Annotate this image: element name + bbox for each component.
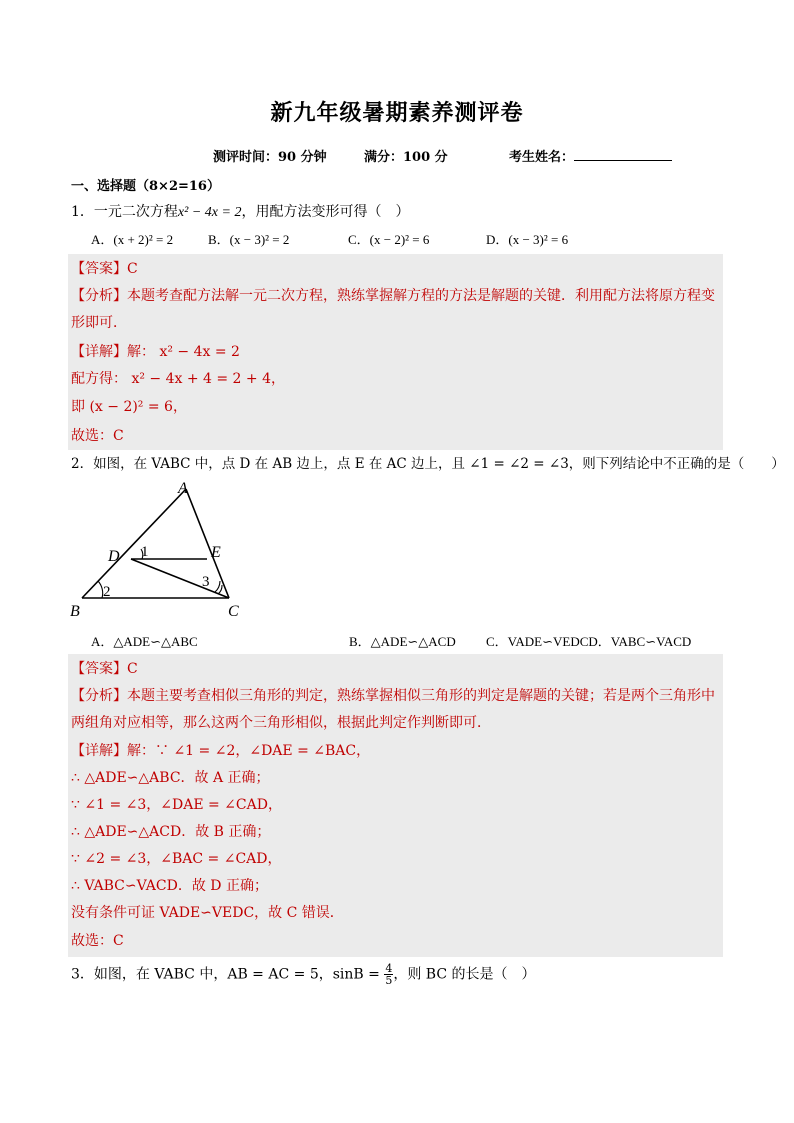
question-3-text-end: ，则 BC 的长是（ ） [393,966,536,983]
q2-option-a: A．△ADE∽△ABC [91,634,198,649]
q2-solution-box [68,654,723,957]
q1-option-c: C．(x − 2)² = 6 [348,232,430,247]
q1-detail-line-1: 【详解】解： x² − 4x = 2 [71,344,240,360]
name-blank-line [574,148,672,161]
q2-analysis-line-2: 两组角对应相等，那么这两个三角形相似，根据此判定作判断即可． [71,715,491,731]
angle-label-1: 1 [141,544,149,560]
angle-label-2: 2 [103,584,111,600]
q2-detail-line-6: ∴ VABC∽VACD．故 D 正确； [71,878,268,894]
q1-answer: 【答案】C [71,261,138,277]
question-1-text: 1．一元二次方程 [71,204,178,220]
q2-option-b: B．△ADE∽△ACD [349,634,456,649]
fraction-denominator: 5 [385,974,393,987]
vertex-label-a: A [178,480,188,497]
question-3-stem [71,963,536,986]
question-2-stem: 2．如图，在 VABC 中，点 D 在 AB 边上，点 E 在 AC 边上，且 ∠1 = ∠2 = ∠3，则下列结论中不正确的是（ ） [71,456,785,472]
vertex-label-d: D [108,548,120,565]
vertex-label-b: B [70,603,80,620]
page-title: 新九年级暑期素养测评卷 [270,100,524,126]
q1-analysis-line-2: 形即可． [71,315,127,331]
q1-option-b: B．(x − 3)² = 2 [208,232,290,247]
question-3-text: 3．如图，在 VABC 中，AB = AC = 5，sinB = [71,966,380,983]
q2-detail-line-7: 没有条件可证 VADE∽VEDC，故 C 错误． [71,905,344,921]
q2-detail-line-5: ∵ ∠2 = ∠3，∠BAC = ∠CAD， [71,851,282,867]
q2-detail-line-1: 【详解】解：∵ ∠1 = ∠2，∠DAE = ∠BAC， [71,743,371,759]
fraction-four-fifths [384,963,393,986]
q2-detail-line-3: ∵ ∠1 = ∠3，∠DAE = ∠CAD， [71,797,282,813]
q1-choose: 故选：C [71,428,124,444]
student-name-label: 考生姓名： [509,150,575,165]
q1-option-a: A．(x + 2)² = 2 [91,232,174,247]
q2-detail-line-2: ∴ △ADE∽△ABC．故 A 正确； [71,770,270,786]
q1-option-d: D．(x − 3)² = 6 [486,232,569,247]
fraction-numerator: 4 [385,962,393,975]
segment-dc [131,559,229,598]
q1-detail-line-3: 即 (x − 2)² = 6， [71,399,187,415]
exam-time: 测评时间：90 分钟 [213,150,327,165]
angle-label-3: 3 [202,574,210,590]
full-score: 满分：100 分 [364,150,448,165]
question-1-stem [71,201,409,221]
q2-choose: 故选：C [71,933,124,949]
q2-option-c-d: C．VADE∽VEDCD．VABC∽VACD [486,634,692,649]
question-1-equation: x² − 4x = 2 [177,205,242,220]
angle-3-arc-outer [215,581,220,592]
q1-analysis-line-1: 【分析】本题考查配方法解一元二次方程，熟练掌握解方程的方法是解题的关键．利用配方法将原方程变 [71,288,715,304]
side-ab [82,489,186,598]
vertex-label-e: E [211,544,221,561]
section-heading: 一、选择题（8×2=16） [71,179,220,194]
triangle-figure [68,475,258,625]
question-1-text-end: ，用配方法变形可得（ ） [241,204,410,220]
angle-2-arc [98,581,103,598]
student-name-field [509,146,672,165]
q2-detail-line-4: ∴ △ADE∽△ACD．故 B 正确； [71,824,271,840]
q1-solution-box [68,254,723,450]
q2-answer: 【答案】C [71,661,138,677]
q2-analysis-line-1: 【分析】本题主要考查相似三角形的判定，熟练掌握相似三角形的判定是解题的关键；若是两个三角形中 [71,688,715,704]
vertex-label-c: C [228,603,239,620]
q1-detail-line-2: 配方得： x² − 4x + 4 = 2 + 4， [71,371,286,387]
